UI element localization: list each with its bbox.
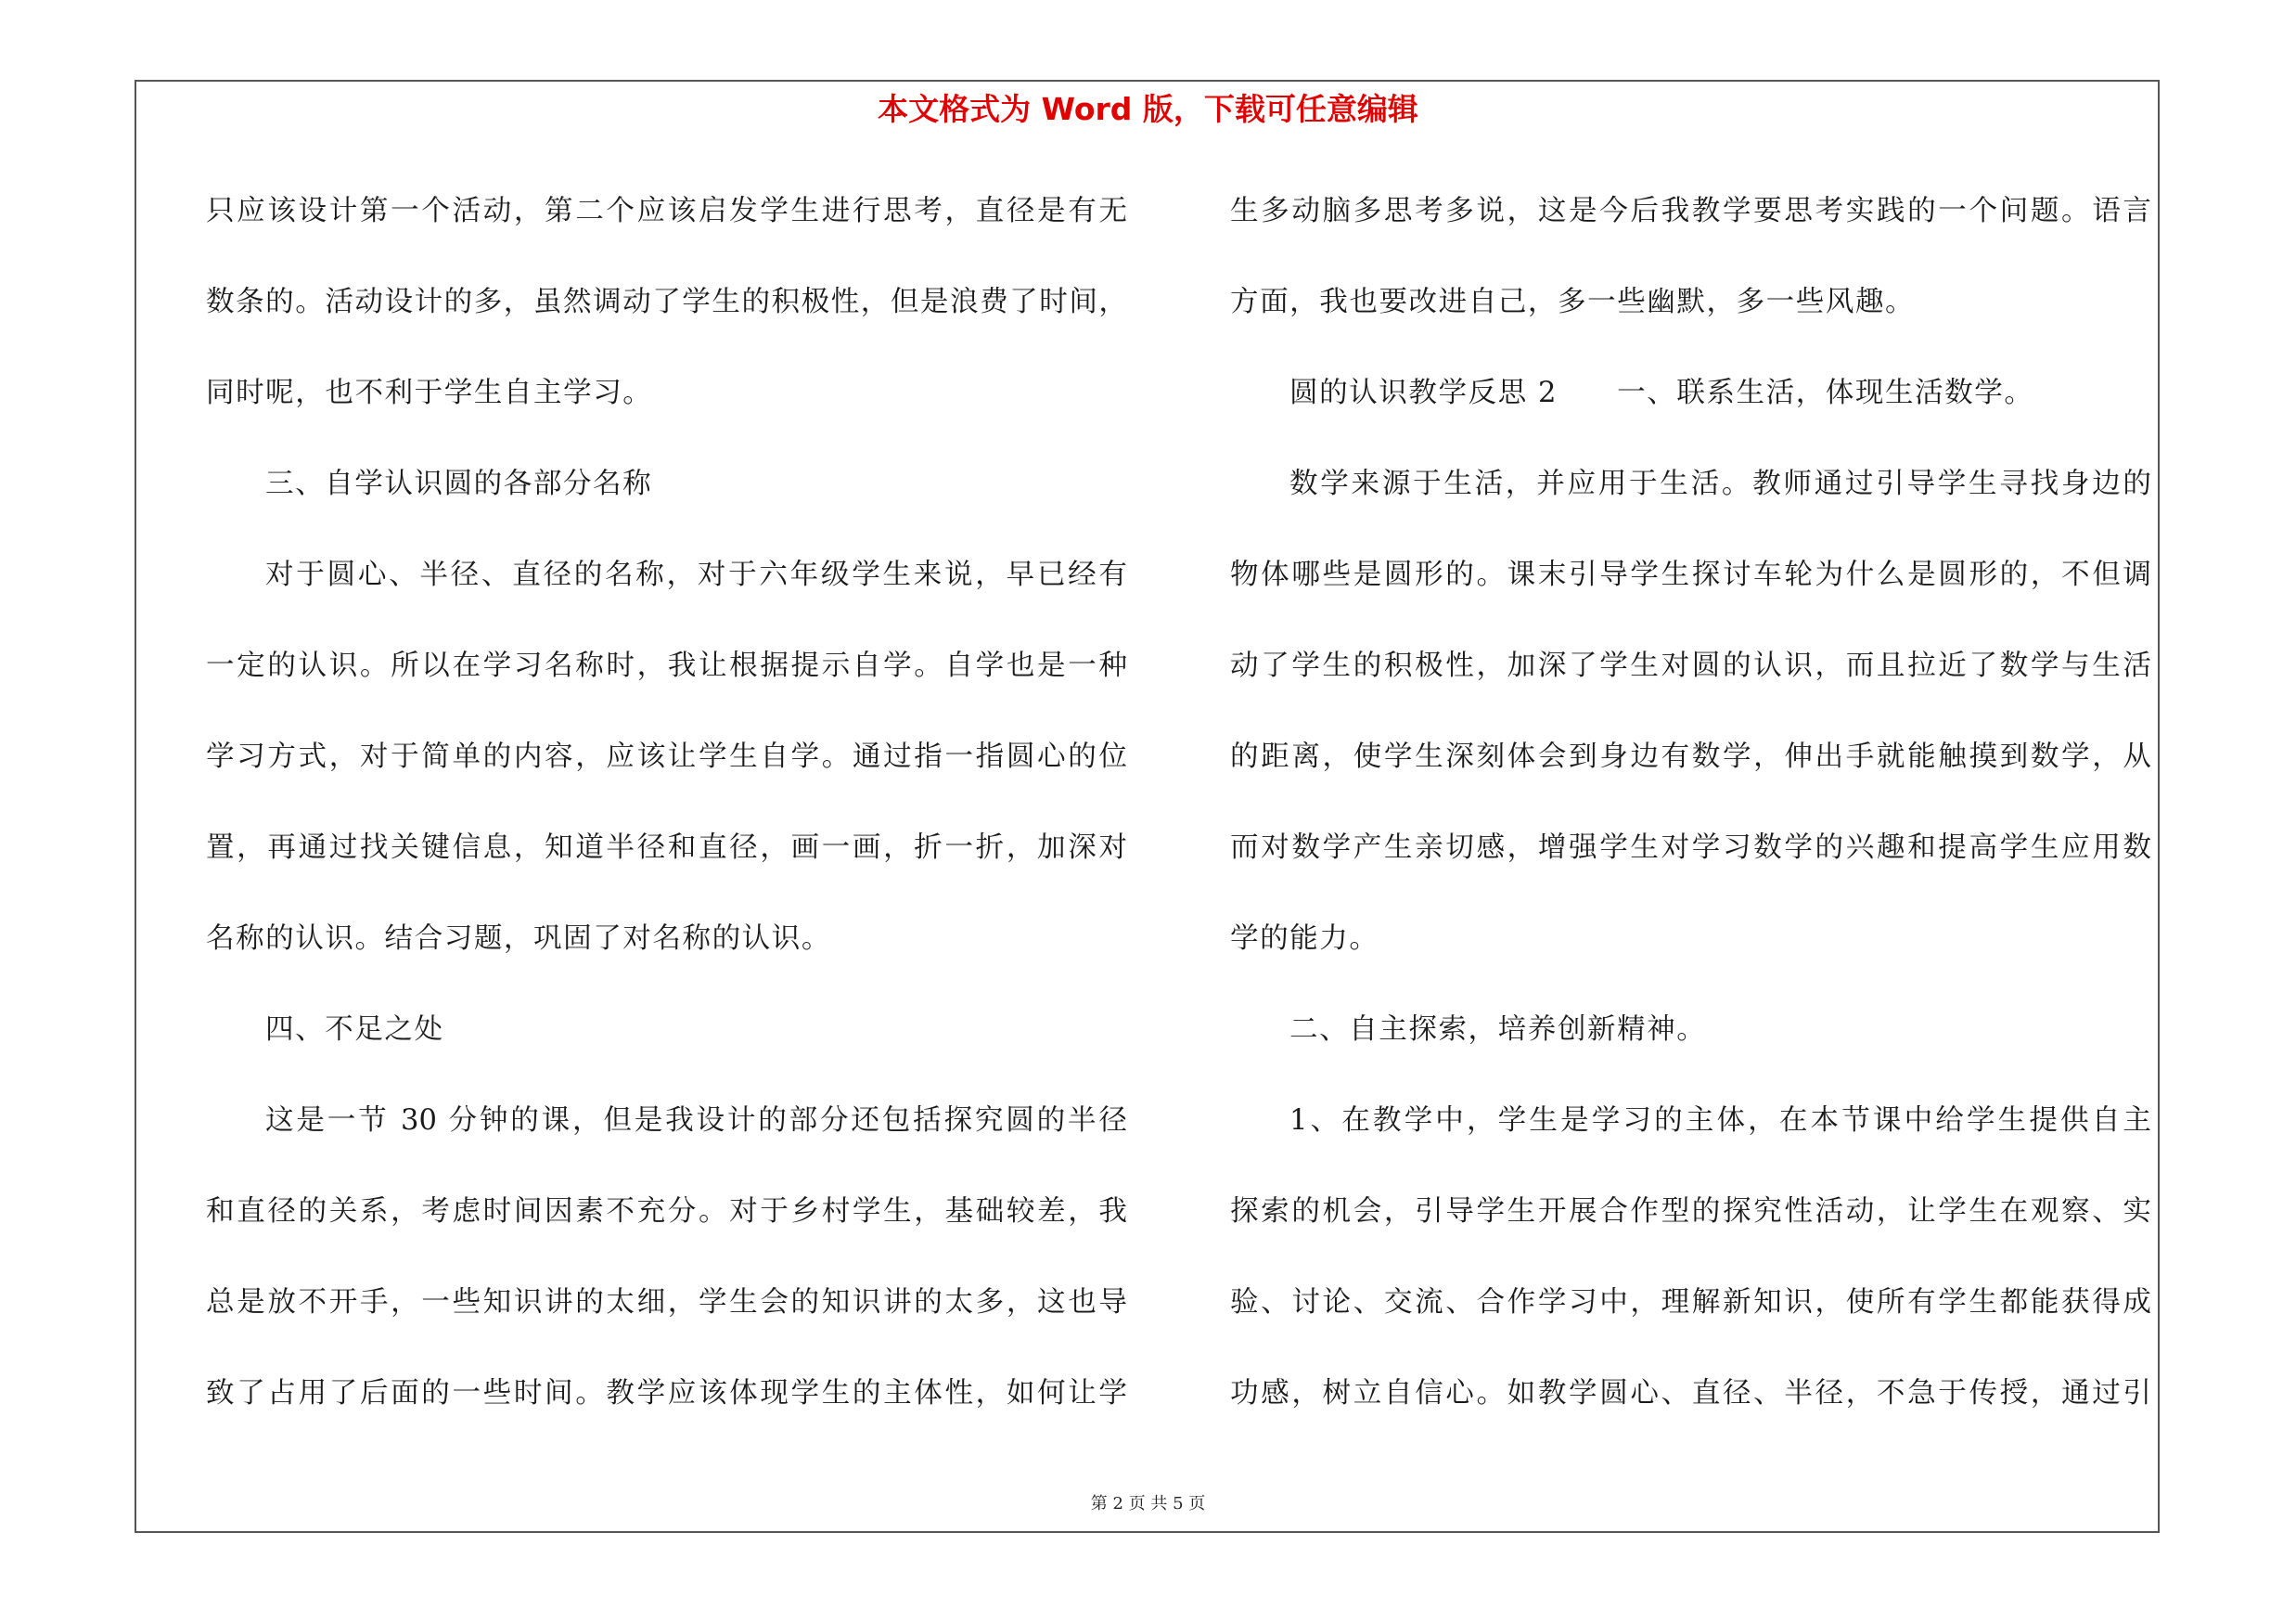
body-line: 对于圆心、半径、直径的名称，对于六年级学生来说，早已经有 [265, 559, 1127, 591]
body-line: 这是一节 30 分钟的课，但是我设计的部分还包括探究圆的半径 [265, 1104, 1127, 1137]
body-line: 功感，树立自信心。如教学圆心、直径、半径，不急于传授，通过引 [1230, 1377, 2151, 1410]
body-line: 总是放不开手，一些知识讲的太细，学生会的知识讲的太多，这也导 [206, 1286, 1127, 1319]
body-line: 验、讨论、交流、合作学习中，理解新知识，使所有学生都能获得成 [1230, 1286, 2151, 1319]
section-heading: 圆的认识教学反思 2 一、联系生活，体现生活数学。 [1289, 377, 2034, 409]
body-line: 数条的。活动设计的多，虽然调动了学生的积极性，但是浪费了时间， [206, 286, 1127, 318]
body-line: 的距离，使学生深刻体会到身边有数学，伸出手就能触摸到数学，从 [1230, 741, 2151, 773]
right-column [1230, 182, 2151, 1455]
body-line: 而对数学产生亲切感，增强学生对学习数学的兴趣和提高学生应用数 [1230, 831, 2151, 864]
body-line: 和直径的关系，考虑时间因素不充分。对于乡村学生，基础较差，我 [206, 1195, 1127, 1228]
body-line: 只应该设计第一个活动，第二个应该启发学生进行思考，直径是有无 [206, 195, 1127, 227]
body-line: 生多动脑多思考多说，这是今后我教学要思考实践的一个问题。语言 [1230, 195, 2151, 227]
body-line: 同时呢，也不利于学生自主学习。 [206, 377, 653, 409]
page-number: 第 2 页 共 5 页 [1090, 1494, 1206, 1514]
format-banner: 本文格式为 Word 版，下载可任意编辑 [878, 91, 1418, 127]
body-line: 学的能力。 [1230, 922, 1379, 955]
body-line: 数学来源于生活，并应用于生活。教师通过引导学生寻找身边的 [1289, 468, 2151, 500]
body-line: 物体哪些是圆形的。课末引导学生探讨车轮为什么是圆形的，不但调 [1230, 559, 2151, 591]
left-column [206, 182, 1127, 1455]
body-line: 方面，我也要改进自己，多一些幽默，多一些风趣。 [1230, 286, 1916, 318]
body-line: 1、在教学中，学生是学习的主体，在本节课中给学生提供自主 [1289, 1104, 2151, 1137]
body-line: 致了占用了后面的一些时间。教学应该体现学生的主体性，如何让学 [206, 1377, 1127, 1410]
section-heading: 四、不足之处 [265, 1013, 444, 1046]
section-heading: 三、自学认识圆的各部分名称 [265, 468, 653, 500]
body-line: 一定的认识。所以在学习名称时，我让根据提示自学。自学也是一种 [206, 650, 1127, 682]
body-line: 置，再通过找关键信息，知道半径和直径，画一画，折一折，加深对 [206, 831, 1127, 864]
body-line: 名称的认识。结合习题，巩固了对名称的认识。 [206, 922, 831, 955]
body-line: 学习方式，对于简单的内容，应该让学生自学。通过指一指圆心的位 [206, 741, 1127, 773]
body-line: 动了学生的积极性，加深了学生对圆的认识，而且拉近了数学与生活 [1230, 650, 2151, 682]
section-heading: 二、自主探索，培养创新精神。 [1289, 1013, 1707, 1046]
body-line: 探索的机会，引导学生开展合作型的探究性活动，让学生在观察、实 [1230, 1195, 2151, 1228]
